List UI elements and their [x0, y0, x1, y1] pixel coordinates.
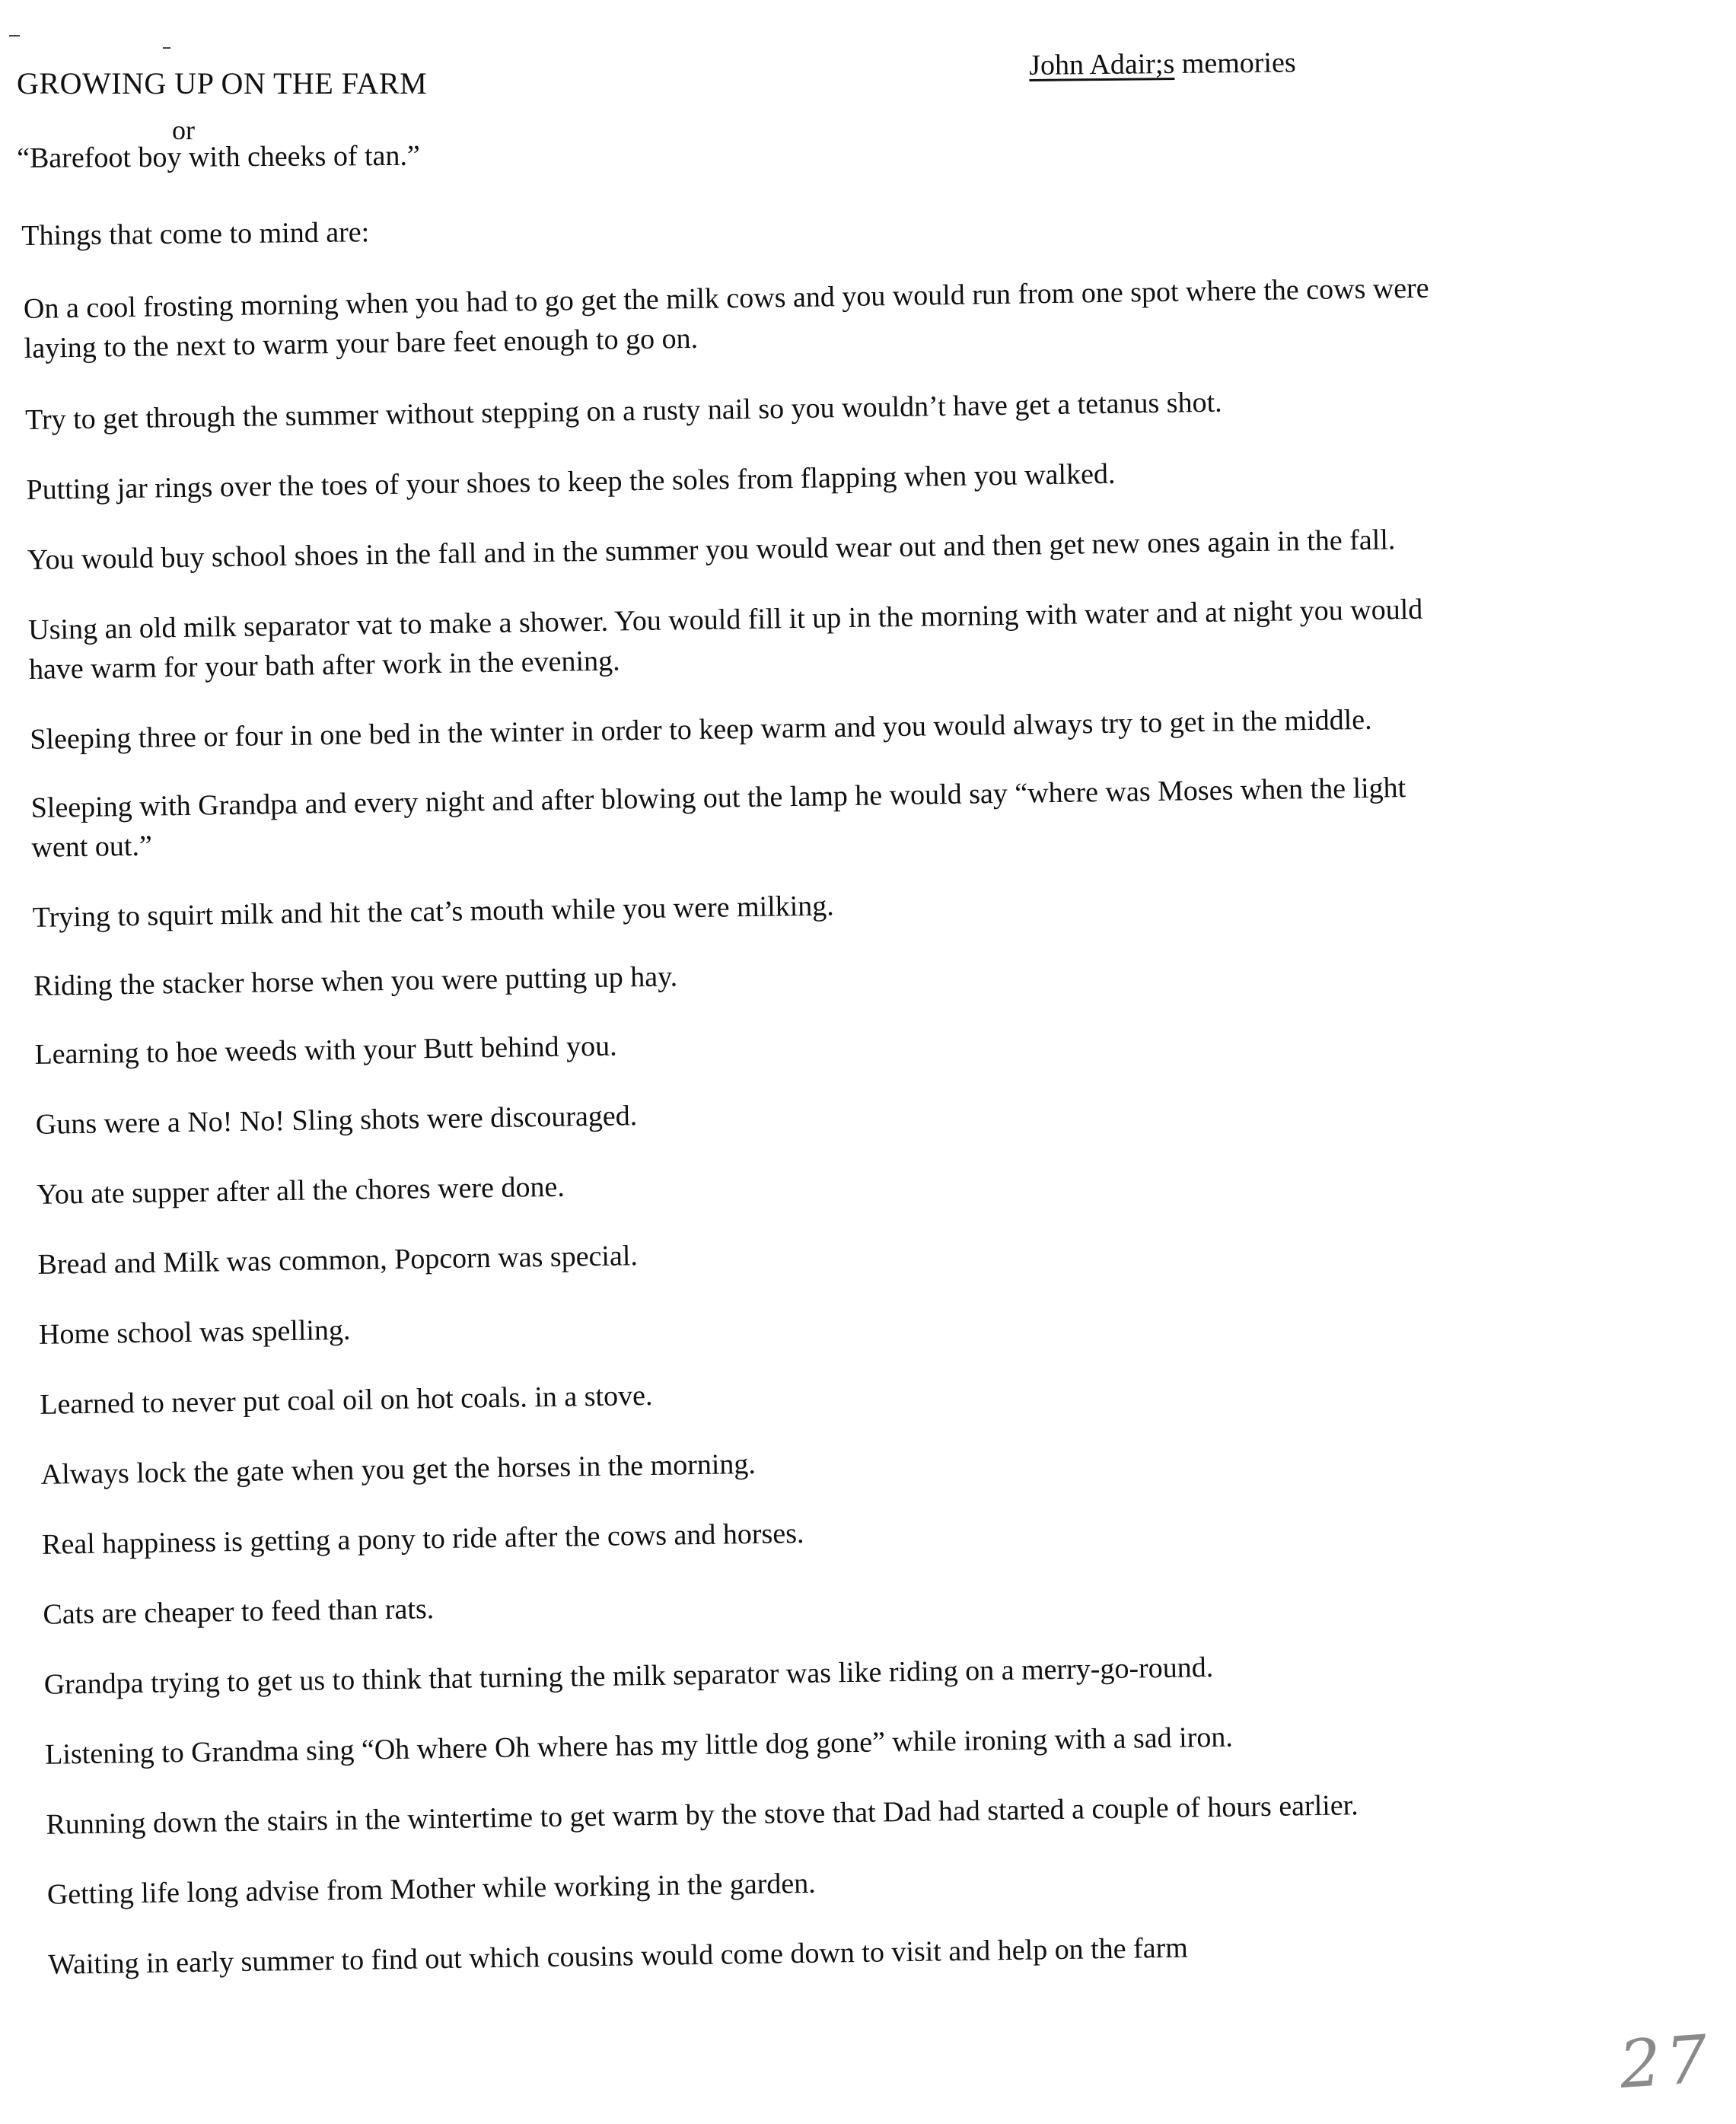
memory-item: Sleeping with Grandpa and every night and after blowing out the lamp he would say “where was Moses when the light went out.”: [30, 772, 1406, 864]
author-heading: [1029, 46, 1296, 82]
memory-item: Sleeping three or four in one bed in the winter in order to keep warm and you would always try to get in the middle.: [30, 703, 1372, 756]
memory-item: Learning to hoe weeds with your Butt behind you.: [34, 1030, 617, 1071]
memory-item: Riding the stacker horse when you were putting up hay.: [33, 960, 678, 1002]
document-title: GROWING UP ON THE FARM: [17, 66, 428, 100]
memory-item: Using an old milk separator vat to make a shower. You would fill it up in the morning with water and at night you would have warm for your bath after work in the evening.: [27, 593, 1423, 686]
document-subtitle: “Barefoot boy with cheeks of tan.”: [17, 139, 420, 174]
memory-item: Bread and Milk was common, Popcorn was special.: [37, 1240, 639, 1281]
memory-item: On a cool frosting morning when you had to go get the milk cows and you would run from one spot where the cows were laying to the next to warm your bare feet enough to go on.: [23, 272, 1429, 365]
memory-item: Putting jar rings over the toes of your shoes to keep the soles from flapping when you walked.: [26, 457, 1116, 506]
memory-item: Try to get through the summer without stepping on a rusty nail so you wouldn’t have get a tetanus shot.: [24, 386, 1222, 436]
memory-item: Real happiness is getting a pony to ride after the cows and horses.: [41, 1517, 804, 1561]
memory-list: [23, 234, 1677, 1984]
memory-item: Waiting in early summer to find out which cousins would come down to visit and help on the farm: [47, 1931, 1189, 1981]
author-suffix: memories: [1174, 46, 1296, 80]
memory-item: Always lock the gate when you get the horses in the morning.: [40, 1447, 757, 1491]
memory-item: You would buy school shoes in the fall and in the summer you would wear out and then get new ones again in the fall.: [27, 524, 1396, 576]
memory-item: Guns were a No! No! Sling shots were discouraged.: [35, 1100, 638, 1141]
memory-item: Running down the stairs in the wintertime to get warm by the stove that Dad had started a couple of hours earlier.: [46, 1789, 1359, 1841]
memory-item: Listening to Grandma sing “Oh where Oh where has my little dog gone” while ironing with a sad iron.: [44, 1721, 1234, 1771]
handwritten-page-number: 27: [1617, 2021, 1715, 2104]
memory-item: Learned to never put coal oil on hot coals. in a stove.: [40, 1379, 653, 1421]
title-conjunction: or: [172, 115, 195, 145]
memory-item: Getting life long advise from Mother while working in the garden.: [46, 1867, 817, 1911]
author-name: John Adair;s: [1029, 47, 1175, 81]
scan-mark: [163, 47, 170, 49]
intro-line: Things that come to mind are:: [21, 216, 370, 252]
memory-item: Home school was spelling.: [38, 1314, 351, 1351]
scan-mark: [9, 35, 20, 37]
memory-item: Trying to squirt milk and hit the cat’s mouth while you were milking.: [32, 890, 835, 934]
memory-item: You ate supper after all the chores were done.: [36, 1170, 565, 1211]
memory-item: Cats are cheaper to feed than rats.: [43, 1593, 435, 1631]
memory-item: Grandpa trying to get us to think that turning the milk separator was like riding on a merry-go-round.: [43, 1651, 1214, 1701]
